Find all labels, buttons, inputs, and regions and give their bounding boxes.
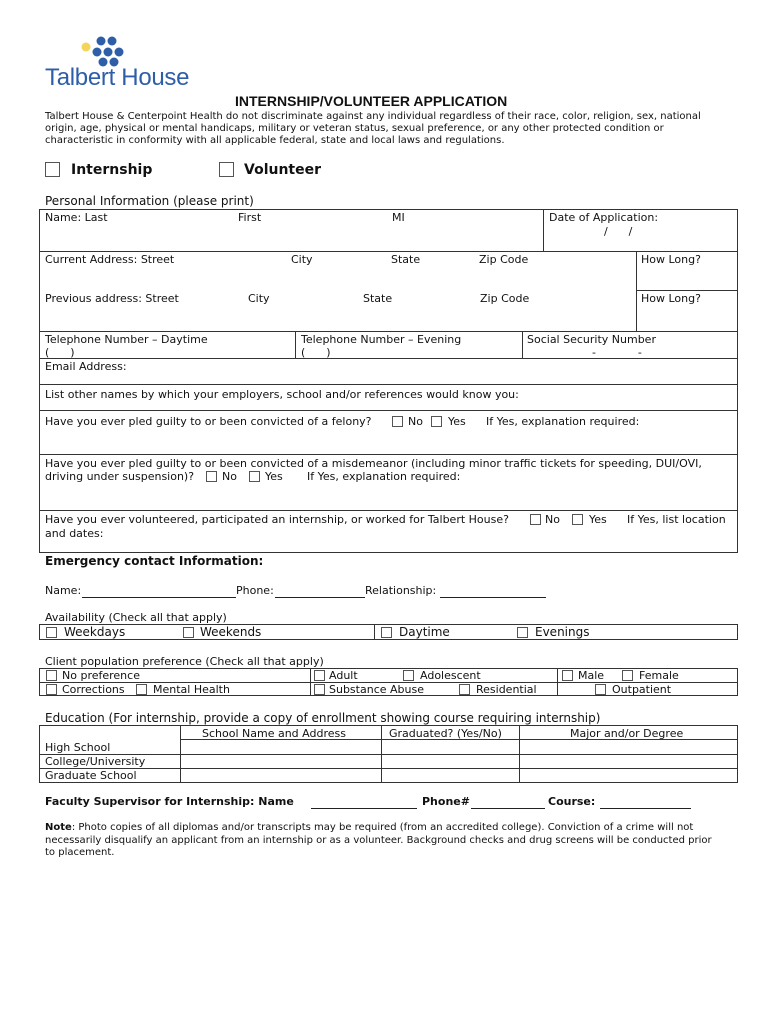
felony-no-label: No (408, 415, 423, 428)
page-title: INTERNSHIP/VOLUNTEER APPLICATION (235, 93, 508, 109)
emergency-name-label: Name: (45, 584, 82, 597)
logo-text: Talbert House (45, 64, 190, 91)
phone-daytime-paren: ( ) (45, 346, 75, 359)
current-city-label: City (291, 253, 313, 266)
daytime-label: Daytime (399, 625, 450, 639)
note-line-1 (45, 822, 693, 834)
faculty-name-field[interactable] (311, 796, 417, 809)
substance-abuse-checkbox[interactable] (314, 684, 325, 695)
previous-state-label: State (363, 292, 393, 305)
daytime-checkbox[interactable] (381, 627, 392, 638)
phone-evening-paren: ( ) (301, 346, 331, 359)
personal-heading: Personal Information (please print) (45, 194, 254, 208)
weekdays-checkbox[interactable] (46, 627, 57, 638)
disclaimer-line-2: origin, age, physical or mental handicaps, military or veteran status, sexual preference, or any other protected condition or (45, 123, 664, 134)
residential-checkbox[interactable] (459, 684, 470, 695)
note-label: Note (45, 822, 72, 833)
outpatient-checkbox[interactable] (595, 684, 606, 695)
felony-yes-checkbox[interactable] (431, 416, 442, 427)
felony-question: Have you ever pled guilty to or been convicted of a felony? (45, 415, 372, 428)
education-col-school: School Name and Address (202, 727, 346, 740)
volunteered-list-location-label: If Yes, list location (627, 513, 726, 526)
education-row-graduate: Graduate School (45, 769, 137, 782)
faculty-course-label: Course: (548, 795, 596, 808)
evenings-checkbox[interactable] (517, 627, 528, 638)
volunteer-label: Volunteer (244, 162, 322, 178)
current-state-label: State (391, 253, 421, 266)
male-checkbox[interactable] (562, 670, 573, 681)
logo-dots-icon (80, 34, 130, 68)
emergency-phone-field[interactable] (275, 585, 365, 598)
no-preference-label: No preference (62, 669, 140, 682)
faculty-supervisor-label: Faculty Supervisor for Internship: Name (45, 795, 294, 808)
mental-health-label: Mental Health (153, 683, 230, 696)
volunteer-checkbox[interactable] (219, 162, 234, 177)
emergency-relationship-label: Relationship: (365, 584, 437, 597)
misdemeanor-no-label: No (222, 470, 237, 483)
emergency-name-field[interactable] (82, 585, 236, 598)
felony-yes-label: Yes (448, 415, 466, 428)
outpatient-label: Outpatient (612, 683, 672, 696)
note-line-2: necessarily disqualify an applicant from an internship or as a volunteer. Background checks and drug screens will be conducted prior (45, 835, 712, 846)
ssn-dashes: - - (592, 346, 642, 359)
date-of-application-label: Date of Application: (549, 211, 659, 224)
phone-evening-label: Telephone Number – Evening (301, 333, 462, 346)
volunteered-question-line-1: Have you ever volunteered, participated an internship, or worked for Talbert House? (45, 513, 509, 526)
availability-heading: Availability (Check all that apply) (45, 611, 227, 624)
faculty-course-field[interactable] (600, 796, 691, 809)
felony-no-checkbox[interactable] (392, 416, 403, 427)
education-row-high-school: High School (45, 741, 111, 754)
no-preference-checkbox[interactable] (46, 670, 57, 681)
current-zip-label: Zip Code (479, 253, 529, 266)
volunteered-no-checkbox[interactable] (530, 514, 541, 525)
corrections-checkbox[interactable] (46, 684, 57, 695)
disclaimer-line-1: Talbert House & Centerpoint Health do not discriminate against any individual regardless of their race, color, religion, sex, national (45, 111, 701, 122)
previous-city-label: City (248, 292, 270, 305)
female-label: Female (639, 669, 679, 682)
volunteered-yes-label: Yes (589, 513, 607, 526)
education-row-college: College/University (45, 755, 146, 768)
education-heading: Education (For internship, provide a copy of enrollment showing course requiring internship) (45, 711, 601, 725)
note-line-3: to placement. (45, 847, 115, 858)
faculty-phone-field[interactable] (471, 796, 545, 809)
misdemeanor-question-line-2: driving under suspension)? (45, 470, 195, 483)
emergency-phone-label: Phone: (236, 584, 274, 597)
previous-zip-label: Zip Code (480, 292, 530, 305)
weekends-checkbox[interactable] (183, 627, 194, 638)
mi-label: MI (392, 211, 405, 224)
volunteered-question-line-2: and dates: (45, 527, 104, 540)
evenings-label: Evenings (535, 625, 590, 639)
adult-checkbox[interactable] (314, 670, 325, 681)
volunteered-yes-checkbox[interactable] (572, 514, 583, 525)
education-col-major: Major and/or Degree (570, 727, 684, 740)
male-label: Male (578, 669, 605, 682)
felony-explain-label: If Yes, explanation required: (486, 415, 640, 428)
emergency-heading: Emergency contact Information: (45, 554, 264, 568)
ssn-label: Social Security Number (527, 333, 656, 346)
date-slashes: / / (604, 225, 633, 238)
substance-abuse-label: Substance Abuse (329, 683, 424, 696)
adult-label: Adult (329, 669, 358, 682)
residential-label: Residential (476, 683, 537, 696)
weekends-label: Weekends (200, 625, 262, 639)
current-how-long-label: How Long? (641, 253, 701, 266)
weekdays-label: Weekdays (64, 625, 126, 639)
misdemeanor-yes-checkbox[interactable] (249, 471, 260, 482)
mental-health-checkbox[interactable] (136, 684, 147, 695)
emergency-relationship-field[interactable] (440, 585, 546, 598)
education-col-graduated: Graduated? (Yes/No) (389, 727, 502, 740)
misdemeanor-explain-label: If Yes, explanation required: (307, 470, 461, 483)
name-last-label: Name: Last (45, 211, 108, 224)
adolescent-checkbox[interactable] (403, 670, 414, 681)
female-checkbox[interactable] (622, 670, 633, 681)
client-heading: Client population preference (Check all that apply) (45, 655, 324, 668)
volunteered-no-label: No (545, 513, 560, 526)
current-street-label: Current Address: Street (45, 253, 175, 266)
misdemeanor-no-checkbox[interactable] (206, 471, 217, 482)
note-text-1: : Photo copies of all diplomas and/or transcripts may be required (from an accredited college). Conviction of a crime will not (71, 822, 694, 833)
adolescent-label: Adolescent (420, 669, 481, 682)
previous-street-label: Previous address: Street (45, 292, 179, 305)
faculty-phone-label: Phone# (422, 795, 470, 808)
email-label: Email Address: (45, 360, 127, 373)
other-names-label: List other names by which your employers, school and/or references would know you: (45, 388, 519, 401)
internship-label: Internship (71, 162, 153, 178)
first-name-label: First (238, 211, 262, 224)
misdemeanor-question-line-1: Have you ever pled guilty to or been convicted of a misdemeanor (including minor traffic tickets for speeding, DUI/OVI, (45, 457, 702, 470)
previous-how-long-label: How Long? (641, 292, 701, 305)
misdemeanor-yes-label: Yes (265, 470, 283, 483)
corrections-label: Corrections (62, 683, 125, 696)
phone-daytime-label: Telephone Number – Daytime (45, 333, 208, 346)
internship-checkbox[interactable] (45, 162, 60, 177)
disclaimer-line-3: characteristic in conformity with all applicable federal, state and local laws and regulations. (45, 135, 505, 146)
